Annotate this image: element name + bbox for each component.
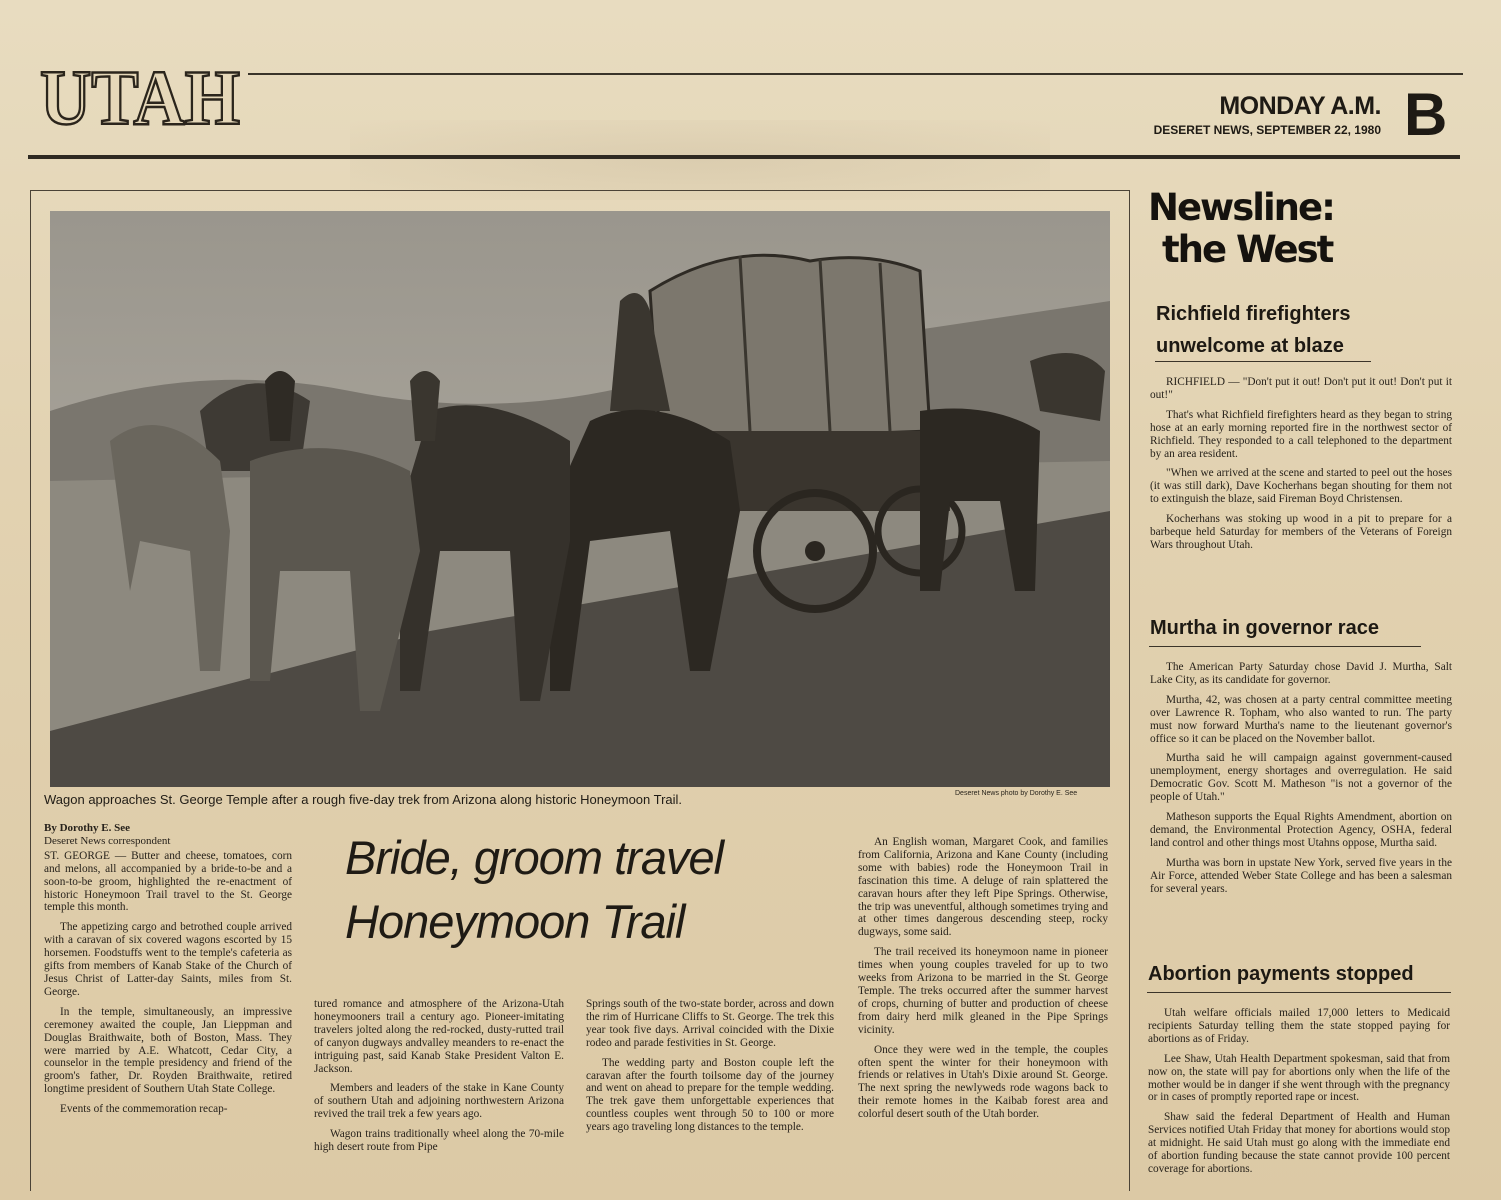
utah-section-logo xyxy=(38,60,243,132)
story-paragraph: ST. GEORGE — Butter and cheese, tomatoes, corn and melons, all accompanied by a bride-to-be and a soon-to-be groom, highlighted the re-enactment of historic Honeymoon Trail travel to the St. George temple this month. xyxy=(44,849,292,914)
story-column-1 xyxy=(44,822,292,1123)
brief-headline-murtha: Murtha in governor race xyxy=(1150,617,1379,639)
brief-headline-richfield xyxy=(1156,298,1350,362)
story-paragraph: Springs south of the two-state border, across and down the rim of Hurricane Cliffs to St. George. The trek this year took five days. Arrival coincided with the Dixie rodeo and parade festivities in St. George. xyxy=(586,998,834,1049)
utah-logo-text: UTAH xyxy=(40,60,240,132)
brief-headline-line: unwelcome at blaze xyxy=(1156,335,1344,357)
brief-headline-rule xyxy=(1155,361,1371,362)
headline-line-1: Bride, groom travel xyxy=(345,831,724,884)
newsline-title xyxy=(1148,187,1334,271)
brief-headline-abortion: Abortion payments stopped xyxy=(1148,963,1414,985)
story-paragraph: tured romance and atmosphere of the Arizona-Utah honeymooners trail a century ago. Pioneer-imitating travelers jolted along the red-rocked, dusty-rutted trail of canyon dugways andvalley meanders to re-enact the intriguing past, said Kanab Stake President Valton E. Jackson. xyxy=(314,998,564,1075)
section-letter: B xyxy=(1404,81,1448,148)
brief-paragraph: The American Party Saturday chose David J. Murtha, Salt Lake City, as its candidate for governor. xyxy=(1150,661,1452,686)
masthead-bottom-rule xyxy=(28,155,1460,159)
byline-role: Deseret News correspondent xyxy=(44,834,171,847)
brief-paragraph: That's what Richfield firefighters heard as they began to string hose at an early morning reported fire in the northwest sector of Richfield. They responded to a call telephoned to the department by an area resident. xyxy=(1150,408,1452,460)
brief-paragraph: Kocherhans was stoking up wood in a pit to prepare for a barbeque held Saturday for members of the Veterans of Foreign Wars throughout Utah. xyxy=(1150,513,1452,551)
story-paragraph: Once they were wed in the temple, the couples often spent the winter for their honeymoon with friends or relatives in Utah's Dixie around St. George. The next spring the newlyweds rode wagons back to their remote homes in the Kaibab forest area and colorful desert south of the Utah border. xyxy=(858,1043,1108,1121)
brief-body-abortion xyxy=(1148,1007,1450,1183)
story-paragraph: Events of the commemoration recap- xyxy=(60,1103,228,1116)
brief-paragraph: Murtha, 42, was chosen at a party central committee meeting over Lawrence R. Topham, who also wanted to run. The party must now forward Murtha's name to the lieutenant governor's office so it can be placed on the November ballot. xyxy=(1150,693,1452,745)
story-paragraph: Members and leaders of the stake in Kane County of southern Utah and adjoining northwestern Arizona revived the trail trek a few years ago. xyxy=(314,1082,564,1121)
story-column-3 xyxy=(586,998,834,1141)
story-paragraph: The appetizing cargo and betrothed couple arrived with a caravan of six covered wagons escorted by 15 horsemen. Foodstuffs went to the temple's cafeteria as gifts from members of Kanab Stake of the Church of Jesus Christ of Latter-day Saints, miles from St. George. xyxy=(44,921,292,998)
story-paragraph: The wedding party and Boston couple left the caravan after the fourth toilsome day of the journey and went on ahead to prepare for the temple wedding. The trek gave them unforgettable experiences that countless couples went through 50 to 100 or more years ago traveling long distances to the temple. xyxy=(586,1056,834,1134)
masthead-dateline xyxy=(1154,92,1381,137)
headline-line-2: Honeymoon Trail xyxy=(345,895,685,948)
brief-paragraph: RICHFIELD — "Don't put it out! Don't put it out! Don't put it out!" xyxy=(1150,376,1452,401)
newsline-title-line-1: Newsline: xyxy=(1148,186,1334,229)
brief-paragraph: Murtha said he will campaign against government-caused unemployment, energy shortages and overregulation. He said Democratic Gov. Scott M. Matheson "is not a governor of the people of Utah." xyxy=(1150,752,1452,804)
brief-paragraph: Lee Shaw, Utah Health Department spokesman, said that from now on, the state will pay for abortions only when the life of the mother would be in danger if she went through with the pregnancy or in cases of promptly reported rape or incest. xyxy=(1148,1052,1450,1104)
brief-paragraph: "When we arrived at the scene and started to peel out the hoses (it was still dark), Dave Kocherhans began shouting for them not to extinguish the blaze, said Fireman Boyd Christensen. xyxy=(1150,467,1452,506)
brief-headline-rule xyxy=(1147,992,1451,993)
brief-paragraph: Utah welfare officials mailed 17,000 letters to Medicaid recipients Saturday telling them the state stopped paying for abortions as of Friday. xyxy=(1148,1007,1450,1045)
brief-headline-line: Richfield firefighters xyxy=(1156,303,1351,325)
brief-paragraph: Murtha was born in upstate New York, served five years in the Air Force, attended Weber State College and has been a salesman for several years. xyxy=(1150,856,1452,895)
story-paragraph: The trail received its honeymoon name in pioneer times when young couples traveled for up to two weeks from Arizona to be married in the St. George Temple. The treks occurred after the summer harvest of crops, churning of butter and production of cheese from dairy herd milk gleaned in the Pipe Springs vicinity. xyxy=(858,946,1108,1036)
brief-paragraph: Matheson supports the Equal Rights Amendment, abortion on demand, the Environmental Protection Agency, OSHA, federal land control and other things most Utahns oppose, Murtha said. xyxy=(1150,811,1452,849)
photo-credit: Deseret News photo by Dorothy E. See xyxy=(955,790,1078,797)
masthead-paper-date: DESERET NEWS, SEPTEMBER 22, 1980 xyxy=(1153,123,1381,137)
story-paragraph: Wagon trains traditionally wheel along the 70-mile high desert route from Pipe xyxy=(314,1128,564,1154)
brief-body-murtha xyxy=(1150,661,1452,903)
masthead-top-rule xyxy=(248,73,1463,75)
story-paragraph: An English woman, Margaret Cook, and families from California, Arizona and Kane County (including some with babies) rode the Honeymoon Trail in fascination this time. A deluge of rain splattered the caravan hours after they left Pipe Springs. Otherwise, the trip was uneventful, although sometimes trying and at other times dangerous descending steep, rocky dugways, some said. xyxy=(858,836,1108,939)
brief-headline-rule xyxy=(1149,646,1421,647)
brief-body-richfield xyxy=(1150,376,1452,559)
bleed-through-stain xyxy=(350,120,1050,200)
story-column-4 xyxy=(858,836,1108,1128)
story-headline xyxy=(345,826,835,954)
photo-caption: Wagon approaches St. George Temple after a rough five-day trek from Arizona along historic Honeymoon Trail. xyxy=(44,792,683,807)
byline: By Dorothy E. See xyxy=(44,822,130,834)
newsline-title-line-2: the West xyxy=(1162,228,1333,271)
masthead-day: MONDAY A.M. xyxy=(1219,92,1381,120)
story-paragraph: In the temple, simultaneously, an impressive ceremoney awaited the couple, Jan Lieppman and Douglas Braithwaite, both of Boston, Mass. They were married by A.E. Whatcott, Cedar City, a counselor in the temple presidency and friend of the groom's father, Dr. Royden Braithwaite, retired longtime president of Southern Utah State College. xyxy=(44,1005,292,1096)
brief-paragraph: Shaw said the federal Department of Health and Human Services notified Utah Friday that money for abortions would stop at midnight. He said Utah must go along with the immediate end of abortion funding because the state cannot provide 100 percent coverage for abortions. xyxy=(1148,1111,1450,1175)
story-column-2 xyxy=(314,998,564,1161)
wagon-photo xyxy=(50,211,1110,787)
